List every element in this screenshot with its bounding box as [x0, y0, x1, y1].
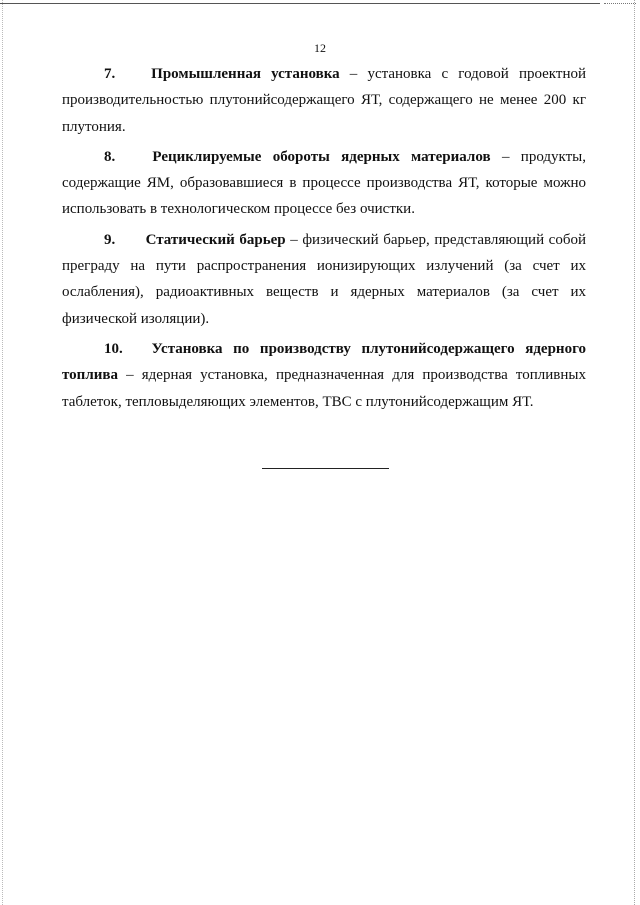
definition-term: Рециклируемые обороты ядерных материалов: [152, 148, 491, 165]
scan-border-left: [2, 0, 4, 905]
definition-text: – физический барьер, представляющий собой преграду на пути распространения ионизирующих излучений (за счет их ослабления), радиоактивных веществ и ядерных материалов (за счет их физической изоляции).: [62, 231, 586, 327]
end-separator-line: [262, 468, 389, 469]
scan-border-top: [0, 3, 600, 4]
definition-text: – ядерная установка, предназначенная для производства топливных таблеток, тепловыделяющих элементов, ТВС с плутонийсодержащим ЯТ.: [62, 367, 586, 410]
definition-number: 10.: [104, 340, 123, 357]
definition-item-9: [62, 227, 586, 332]
definition-term: Статический барьер: [145, 231, 286, 248]
definition-text: – продукты, содержащие ЯМ, образовавшиеся в процессе производства ЯТ, которые можно использовать в технологическом процессе без очистки.: [62, 148, 586, 218]
definition-item-7: [62, 61, 586, 140]
definition-number: 8.: [104, 148, 116, 165]
page-number: 12: [314, 41, 326, 55]
definition-item-10: [62, 336, 586, 415]
definition-item-8: [62, 144, 586, 223]
definition-number: 7.: [104, 66, 116, 82]
definition-term: Промышленная установка: [151, 66, 340, 82]
definition-term: Установка по производству плутонийсодержащего ядерного топлива: [62, 340, 587, 384]
scan-border-top-dotted: [604, 3, 636, 5]
definition-number: 9.: [104, 231, 116, 248]
scan-border-right: [634, 0, 636, 905]
definition-text: – установка с годовой проектной производительностью плутонийсодержащего ЯТ, содержащего не менее 200 кг плутония.: [62, 66, 587, 135]
definitions-list: [62, 61, 586, 419]
